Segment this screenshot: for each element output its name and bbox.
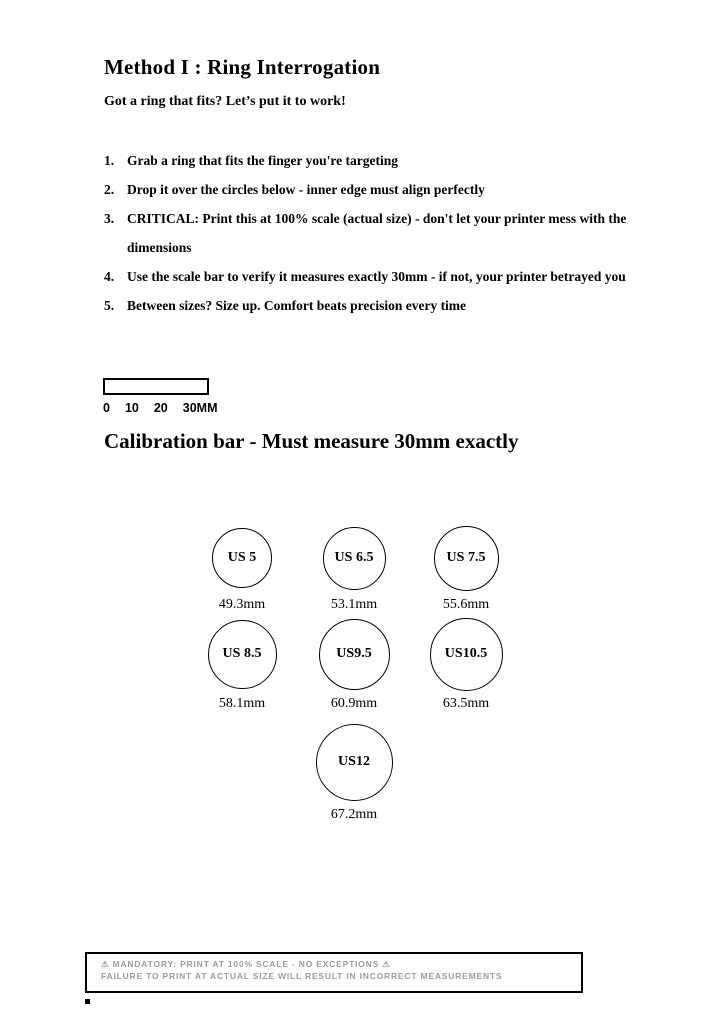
calibration-bar — [103, 378, 209, 395]
circle-area — [434, 525, 499, 591]
ring-diameter-label: 58.1mm — [218, 696, 266, 711]
ring-circle-us7-5 — [434, 526, 499, 591]
scale-label: 10 — [124, 401, 139, 415]
list-item — [104, 291, 644, 320]
ring-diameter-label: 63.5mm — [442, 696, 490, 711]
list-item-text: Use the scale bar to verify it measures exactly 30mm - if not, your printer betrayed you — [127, 269, 626, 284]
ring-cell — [298, 525, 410, 613]
list-item — [104, 175, 644, 204]
circle-area — [323, 525, 386, 591]
ring-cell — [410, 525, 522, 613]
ring-diameter-label: 55.6mm — [442, 597, 490, 612]
ring-size-label: US9.5 — [336, 646, 372, 661]
scale-label: 30MM — [182, 401, 218, 415]
ring-size-label: US 8.5 — [222, 646, 262, 661]
list-item-number: 4. — [104, 269, 115, 284]
list-item-text: Between sizes? Size up. Comfort beats precision every time — [127, 298, 467, 313]
list-item-number: 2. — [104, 182, 115, 197]
ring-circle-us10-5 — [430, 618, 503, 691]
page-subtitle: Got a ring that fits? Let’s put it to work! — [104, 94, 346, 109]
ring-diameter-label: 53.1mm — [330, 597, 378, 612]
circle-area — [212, 525, 272, 591]
ring-circle-us6-5 — [323, 527, 386, 590]
list-item — [104, 146, 644, 175]
list-item-number: 5. — [104, 298, 115, 313]
ring-diameter-label: 49.3mm — [218, 597, 266, 612]
circle-area — [316, 723, 393, 801]
scale-label: 0 — [103, 401, 110, 415]
ring-diameter-label: 60.9mm — [330, 696, 378, 711]
ring-circle-us9-5 — [319, 619, 390, 690]
calibration-heading: Calibration bar - Must measure 30mm exactly — [104, 429, 519, 453]
ring-grid-row — [186, 618, 522, 712]
circle-area — [208, 618, 277, 690]
instructions-list — [104, 146, 644, 320]
list-item-number: 3. — [104, 211, 115, 226]
ring-grid-row — [186, 525, 522, 613]
ring-size-label: US 6.5 — [334, 550, 374, 565]
list-item — [104, 262, 644, 291]
ring-grid-row — [186, 723, 522, 823]
circle-area — [319, 618, 390, 690]
ring-cell — [186, 525, 298, 613]
ring-circle-us12 — [316, 724, 393, 801]
ring-diameter-label: 67.2mm — [330, 807, 378, 822]
list-item-text: Grab a ring that fits the finger you're targeting — [127, 153, 398, 168]
ring-cell — [298, 723, 410, 823]
list-item-number: 1. — [104, 153, 115, 168]
scale-label: 20 — [153, 401, 168, 415]
ring-size-label: US 7.5 — [446, 550, 486, 565]
ring-circle-us5 — [212, 528, 272, 588]
page-title: Method I : Ring Interrogation — [104, 55, 381, 79]
ring-cell — [186, 618, 298, 712]
warning-line-2: FAILURE TO PRINT AT ACTUAL SIZE WILL RESULT IN INCORRECT MEASUREMENTS — [101, 971, 503, 981]
ring-circle-us8-5 — [208, 620, 277, 689]
ring-cell — [298, 618, 410, 712]
ring-size-label: US12 — [338, 754, 370, 769]
scale-labels — [103, 401, 218, 416]
ring-size-label: US 5 — [227, 550, 257, 565]
list-item-text: Drop it over the circles below - inner edge must align perfectly — [127, 182, 485, 197]
list-item-text: CRITICAL: Print this at 100% scale (actual size) - don't let your printer mess with the dimensions — [127, 211, 627, 255]
warning-box — [85, 952, 583, 993]
circle-area — [430, 618, 503, 690]
warning-line-1: ⚠ MANDATORY: PRINT AT 100% SCALE - NO EXCEPTIONS ⚠ — [101, 959, 391, 969]
ring-cell — [410, 618, 522, 712]
list-item — [104, 204, 644, 262]
footer-period-mark — [85, 999, 90, 1004]
ring-size-label: US10.5 — [444, 646, 488, 661]
